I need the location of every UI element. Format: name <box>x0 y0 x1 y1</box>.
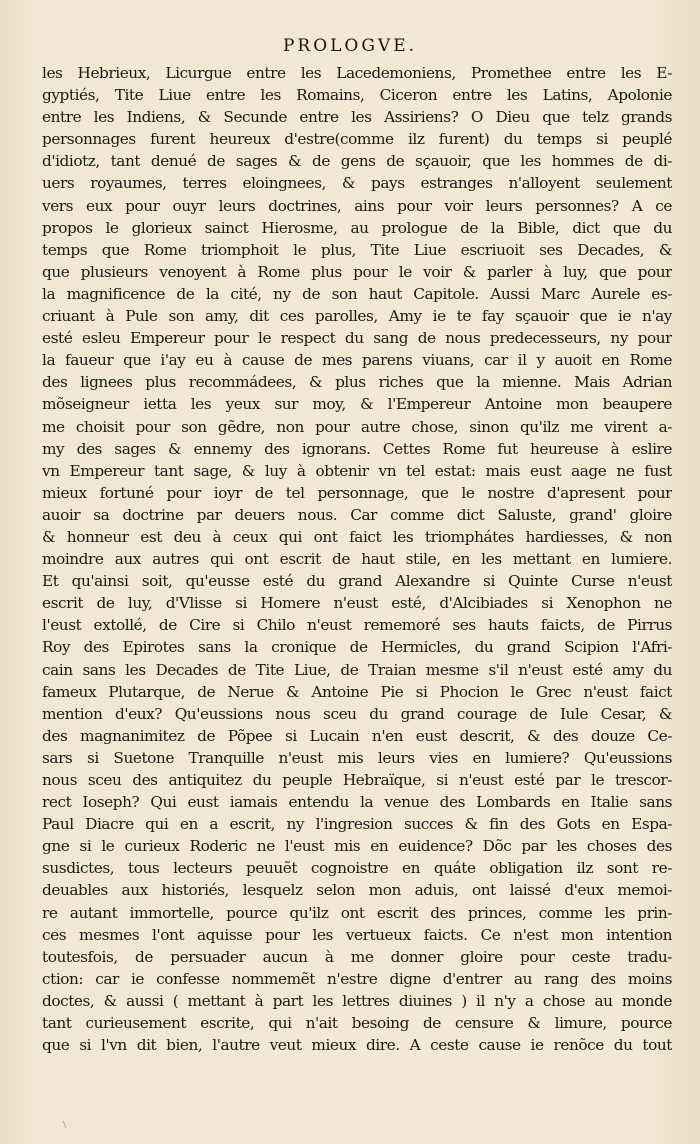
body-text <box>42 62 672 1056</box>
text-line: ction: car ie confesse nommemẽt n'estre digne d'entrer au rang des moins <box>42 969 672 988</box>
text-line: Paul Diacre qui en a escrit, ny l'ingresion succes & fin des Gots en Espa- <box>42 815 672 834</box>
text-line: gne si le curieux Roderic ne l'eust mis en euidence? Dõc par les choses des <box>42 837 672 856</box>
text-line: doctes, & aussi ( mettant à part les lettres diuines ) il n'y a chose au monde <box>42 991 672 1010</box>
text-line: Roy des Epirotes sans la cronique de Hermicles, du grand Scipion l'Afri- <box>42 638 672 657</box>
text-line: escrit de luy, d'Vlisse si Homere n'eust esté, d'Alcibiades si Xenophon ne <box>42 594 672 613</box>
text-line: my des sages & ennemy des ignorans. Cettes Rome fut heureuse à eslire <box>42 439 672 458</box>
text-line: & honneur est deu à ceux qui ont faict les triomphátes hardiesses, & non <box>42 527 672 546</box>
text-line: me choisit pour son gẽdre, non pour autre chose, sinon qu'ilz me virent a- <box>42 417 672 436</box>
text-line: cain sans les Decades de Tite Liue, de Traian mesme s'il n'eust esté amy du <box>42 660 672 679</box>
text-line: la magnificence de la cité, ny de son haut Capitole. Aussi Marc Aurele es- <box>42 284 672 303</box>
text-line: esté esleu Empereur pour le respect du sang de nous predecesseurs, ny pour <box>42 329 672 348</box>
text-line: nous sceu des antiquitez du peuple Hebraïque, si n'eust esté par le trescor- <box>42 771 672 789</box>
text-line: vers eux pour ouyr leurs doctrines, ains pour voir leurs personnes? A ce <box>42 196 672 215</box>
text-line: les Hebrieux, Licurgue entre les Lacedemoniens, Promethee entre les E- <box>42 64 672 82</box>
text-line: rect Ioseph? Qui eust iamais entendu la venue des Lombards en Italie sans <box>42 793 672 812</box>
text-line: mention d'eux? Qu'eussions nous sceu du grand courage de Iule Cesar, & <box>42 704 672 723</box>
text-line: que plusieurs venoyent à Rome plus pour le voir & parler à luy, que pour <box>42 262 672 281</box>
text-line: personnages furent heureux d'estre(comme ilz furent) du temps si peuplé <box>42 130 672 149</box>
text-line: la faueur que i'ay eu à cause de mes parens viuans, car il y auoit en Rome <box>42 351 672 370</box>
text-line: vn Empereur tant sage, & luy à obtenir vn tel estat: mais eust aage ne fust <box>42 461 672 480</box>
text-line: mieux fortuné pour ioyr de tel personnage, que le nostre d'apresent pour <box>42 483 672 502</box>
text-line: Et qu'ainsi soit, qu'eusse esté du grand Alexandre si Quinte Curse n'eust <box>42 572 672 591</box>
text-line: tant curieusement escrite, qui n'ait besoing de censure & limure, pource <box>42 1014 672 1033</box>
text-line: propos le glorieux sainct Hierosme, au prologue de la Bible, dict que du <box>42 218 672 237</box>
text-line: que si l'vn dit bien, l'autre veut mieux dire. A ceste cause ie renõce du tout <box>42 1036 672 1055</box>
text-line: sars si Suetone Tranquille n'eust mis leurs vies en lumiere? Qu'eussions <box>42 748 672 767</box>
text-line: des magnanimitez de Põpee si Lucain n'en eust descrit, & des douze Ce- <box>42 726 672 745</box>
text-line: fameux Plutarque, de Nerue & Antoine Pie si Phocion le Grec n'eust faict <box>42 682 672 701</box>
text-line: gyptiés, Tite Liue entre les Romains, Ciceron entre les Latins, Apolonie <box>42 86 672 105</box>
text-line: deuables aux historiés, lesquelz selon mon aduis, ont laissé d'eux memoi- <box>42 881 672 900</box>
margin-mark <box>63 1119 70 1128</box>
running-header: PROLOGVE. <box>282 36 418 56</box>
text-line: toutesfois, de persuader aucun à me donner gloire pour ceste tradu- <box>42 947 672 966</box>
text-line: entre les Indiens, & Secunde entre les Assiriens? O Dieu que telz grands <box>42 108 672 127</box>
text-line: temps que Rome triomphoit le plus, Tite Liue escriuoit ses Decades, & <box>42 240 672 259</box>
text-line: re autant immortelle, pource qu'ilz ont escrit des princes, comme les prin- <box>42 903 672 922</box>
text-line: susdictes, tous lecteurs peuuẽt cognoistre en quáte obligation ilz sont re- <box>42 859 672 878</box>
text-line: d'idiotz, tant denué de sages & de gens de sçauoir, que les hommes de di- <box>42 152 672 171</box>
text-line: uers royaumes, terres eloingnees, & pays estranges n'alloyent seulement <box>42 174 672 193</box>
text-line: l'eust extollé, de Cire si Chilo n'eust rememoré ses hauts faicts, de Pirrus <box>42 616 672 635</box>
text-line: ces mesmes l'ont aquisse pour les vertueux faicts. Ce n'est mon intention <box>42 925 672 944</box>
text-line: auoir sa doctrine par deuers nous. Car comme dict Saluste, grand' gloire <box>42 505 672 524</box>
text-line: moindre aux autres qui ont escrit de haut stile, en les mettant en lumiere. <box>42 550 672 569</box>
text-line: criuant à Pule son amy, dit ces parolles, Amy ie te fay sçauoir que ie n'ay <box>42 307 672 326</box>
text-line: mõseigneur ietta les yeux sur moy, & l'Empereur Antoine mon beaupere <box>42 395 672 414</box>
text-line: des lignees plus recommádees, & plus riches que la mienne. Mais Adrian <box>42 373 672 392</box>
